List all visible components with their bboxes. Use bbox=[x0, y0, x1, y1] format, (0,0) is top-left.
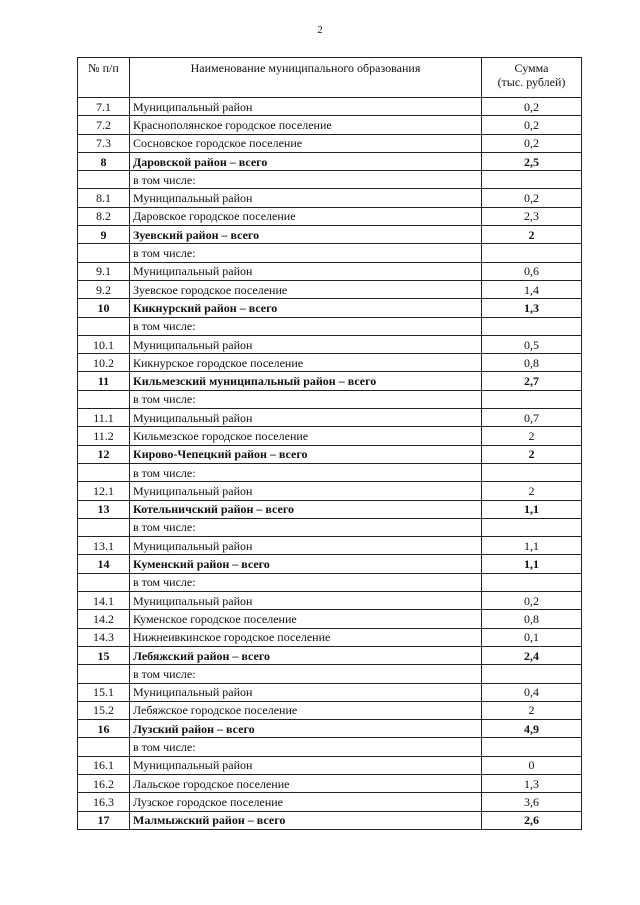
row-number: 14.3 bbox=[78, 628, 130, 646]
row-number: 7.3 bbox=[78, 134, 130, 152]
table-row bbox=[78, 610, 582, 628]
table-row bbox=[78, 390, 582, 408]
row-name: Муниципальный район bbox=[130, 592, 482, 610]
row-sum: 0 bbox=[482, 756, 582, 774]
row-number bbox=[78, 665, 130, 683]
row-sum: 1,3 bbox=[482, 774, 582, 792]
row-name: Куменское городское поселение bbox=[130, 610, 482, 628]
table-row bbox=[78, 720, 582, 738]
row-name: Муниципальный район bbox=[130, 683, 482, 701]
row-name: Муниципальный район bbox=[130, 335, 482, 353]
row-sum: 0,1 bbox=[482, 628, 582, 646]
table-row bbox=[78, 372, 582, 390]
row-number: 7.1 bbox=[78, 98, 130, 116]
row-number: 9 bbox=[78, 226, 130, 244]
row-name: в том числе: bbox=[130, 518, 482, 536]
row-number: 11.1 bbox=[78, 409, 130, 427]
table-row bbox=[78, 500, 582, 518]
table-row bbox=[78, 573, 582, 591]
row-name: Зуевское городское поселение bbox=[130, 280, 482, 298]
row-number: 16 bbox=[78, 720, 130, 738]
row-name: Кильмезское городское поселение bbox=[130, 427, 482, 445]
row-sum: 1,1 bbox=[482, 537, 582, 555]
row-sum: 0,2 bbox=[482, 116, 582, 134]
row-name: Краснополянское городское поселение bbox=[130, 116, 482, 134]
row-number bbox=[78, 738, 130, 756]
row-number: 10.1 bbox=[78, 335, 130, 353]
row-sum: 1,1 bbox=[482, 555, 582, 573]
row-sum bbox=[482, 738, 582, 756]
row-number: 10 bbox=[78, 299, 130, 317]
row-number: 13 bbox=[78, 500, 130, 518]
table-row bbox=[78, 207, 582, 225]
row-number: 7.2 bbox=[78, 116, 130, 134]
row-number bbox=[78, 573, 130, 591]
row-number: 11 bbox=[78, 372, 130, 390]
table-row bbox=[78, 701, 582, 719]
row-number: 8.2 bbox=[78, 207, 130, 225]
row-name: Даровское городское поселение bbox=[130, 207, 482, 225]
table-row bbox=[78, 189, 582, 207]
page-number: 2 bbox=[317, 24, 323, 36]
row-number bbox=[78, 244, 130, 262]
row-name: Муниципальный район bbox=[130, 189, 482, 207]
table-row bbox=[78, 335, 582, 353]
row-name: в том числе: bbox=[130, 738, 482, 756]
row-number bbox=[78, 463, 130, 481]
row-sum bbox=[482, 244, 582, 262]
row-name: в том числе: bbox=[130, 244, 482, 262]
row-number: 9.2 bbox=[78, 280, 130, 298]
row-name: Кильмезский муниципальный район – всего bbox=[130, 372, 482, 390]
row-sum: 0,7 bbox=[482, 409, 582, 427]
row-name: Лузский район – всего bbox=[130, 720, 482, 738]
table-row bbox=[78, 811, 582, 829]
row-number bbox=[78, 171, 130, 189]
row-name: Кикнурское городское поселение bbox=[130, 354, 482, 372]
row-number: 15.2 bbox=[78, 701, 130, 719]
row-sum bbox=[482, 518, 582, 536]
row-number bbox=[78, 518, 130, 536]
row-number: 8 bbox=[78, 152, 130, 170]
row-name: Лальское городское поселение bbox=[130, 774, 482, 792]
row-sum: 0,2 bbox=[482, 98, 582, 116]
row-sum: 4,9 bbox=[482, 720, 582, 738]
row-name: в том числе: bbox=[130, 171, 482, 189]
row-name: Кирово-Чепецкий район – всего bbox=[130, 445, 482, 463]
row-sum: 2 bbox=[482, 427, 582, 445]
row-sum bbox=[482, 463, 582, 481]
table-row bbox=[78, 683, 582, 701]
row-sum: 0,8 bbox=[482, 610, 582, 628]
row-number: 14.2 bbox=[78, 610, 130, 628]
row-name: Муниципальный район bbox=[130, 756, 482, 774]
row-number: 15 bbox=[78, 646, 130, 664]
table-row bbox=[78, 628, 582, 646]
table-row bbox=[78, 226, 582, 244]
row-name: Муниципальный район bbox=[130, 98, 482, 116]
table-row bbox=[78, 646, 582, 664]
row-sum: 3,6 bbox=[482, 793, 582, 811]
table-row bbox=[78, 537, 582, 555]
row-name: Сосновское городское поселение bbox=[130, 134, 482, 152]
table-row bbox=[78, 793, 582, 811]
row-name: Лебяжский район – всего bbox=[130, 646, 482, 664]
row-sum: 0,5 bbox=[482, 335, 582, 353]
row-name: Даровской район – всего bbox=[130, 152, 482, 170]
table-row bbox=[78, 134, 582, 152]
row-name: Нижнеивкинское городское поселение bbox=[130, 628, 482, 646]
table-header-row bbox=[78, 58, 582, 98]
row-sum bbox=[482, 390, 582, 408]
row-name: в том числе: bbox=[130, 573, 482, 591]
row-sum: 0,2 bbox=[482, 134, 582, 152]
row-name: в том числе: bbox=[130, 390, 482, 408]
row-sum: 2,6 bbox=[482, 811, 582, 829]
row-name: Муниципальный район bbox=[130, 262, 482, 280]
row-sum: 0,2 bbox=[482, 592, 582, 610]
table-row bbox=[78, 317, 582, 335]
row-sum: 0,2 bbox=[482, 189, 582, 207]
row-sum: 2 bbox=[482, 701, 582, 719]
row-number: 10.2 bbox=[78, 354, 130, 372]
header-num: № п/п bbox=[78, 58, 130, 98]
row-name: Лузское городское поселение bbox=[130, 793, 482, 811]
row-sum: 0,8 bbox=[482, 354, 582, 372]
table-row bbox=[78, 445, 582, 463]
row-sum: 0,6 bbox=[482, 262, 582, 280]
row-sum: 2,3 bbox=[482, 207, 582, 225]
row-name: Муниципальный район bbox=[130, 482, 482, 500]
table-row bbox=[78, 738, 582, 756]
row-name: Кикнурский район – всего bbox=[130, 299, 482, 317]
row-sum: 1,3 bbox=[482, 299, 582, 317]
header-name: Наименование муниципального образования bbox=[130, 58, 482, 98]
table-row bbox=[78, 116, 582, 134]
table-row bbox=[78, 756, 582, 774]
header-sum-line2: (тыс. рублей) bbox=[497, 75, 566, 89]
row-number: 8.1 bbox=[78, 189, 130, 207]
row-sum bbox=[482, 665, 582, 683]
row-number: 9.1 bbox=[78, 262, 130, 280]
header-sum-line1: Сумма bbox=[514, 61, 549, 75]
row-sum: 2 bbox=[482, 226, 582, 244]
table-row bbox=[78, 244, 582, 262]
row-number: 15.1 bbox=[78, 683, 130, 701]
table-row bbox=[78, 280, 582, 298]
table-row bbox=[78, 463, 582, 481]
row-number: 13.1 bbox=[78, 537, 130, 555]
row-number: 11.2 bbox=[78, 427, 130, 445]
table-row bbox=[78, 427, 582, 445]
row-number bbox=[78, 390, 130, 408]
table-row bbox=[78, 354, 582, 372]
table-row bbox=[78, 299, 582, 317]
table-row bbox=[78, 518, 582, 536]
row-name: в том числе: bbox=[130, 665, 482, 683]
row-number: 12.1 bbox=[78, 482, 130, 500]
allocation-table bbox=[77, 57, 582, 830]
row-number: 12 bbox=[78, 445, 130, 463]
row-name: Зуевский район – всего bbox=[130, 226, 482, 244]
table-row bbox=[78, 665, 582, 683]
table-row bbox=[78, 152, 582, 170]
row-number: 14.1 bbox=[78, 592, 130, 610]
row-sum bbox=[482, 573, 582, 591]
row-sum: 2,4 bbox=[482, 646, 582, 664]
row-number: 16.2 bbox=[78, 774, 130, 792]
row-name: в том числе: bbox=[130, 317, 482, 335]
header-sum bbox=[482, 58, 582, 98]
row-name: в том числе: bbox=[130, 463, 482, 481]
table-row bbox=[78, 482, 582, 500]
table-row bbox=[78, 409, 582, 427]
row-number bbox=[78, 317, 130, 335]
table-row bbox=[78, 555, 582, 573]
row-name: Муниципальный район bbox=[130, 409, 482, 427]
row-sum: 2 bbox=[482, 445, 582, 463]
table-row bbox=[78, 98, 582, 116]
table-row bbox=[78, 592, 582, 610]
row-sum: 2,5 bbox=[482, 152, 582, 170]
row-number: 16.1 bbox=[78, 756, 130, 774]
row-sum bbox=[482, 171, 582, 189]
row-name: Малмыжский район – всего bbox=[130, 811, 482, 829]
row-sum bbox=[482, 317, 582, 335]
table-row bbox=[78, 774, 582, 792]
row-number: 14 bbox=[78, 555, 130, 573]
row-sum: 2,7 bbox=[482, 372, 582, 390]
row-number: 17 bbox=[78, 811, 130, 829]
row-name: Куменский район – всего bbox=[130, 555, 482, 573]
row-number: 16.3 bbox=[78, 793, 130, 811]
row-sum: 1,1 bbox=[482, 500, 582, 518]
row-sum: 2 bbox=[482, 482, 582, 500]
table-row bbox=[78, 262, 582, 280]
row-sum: 1,4 bbox=[482, 280, 582, 298]
row-name: Лебяжское городское поселение bbox=[130, 701, 482, 719]
table-row bbox=[78, 171, 582, 189]
row-sum: 0,4 bbox=[482, 683, 582, 701]
row-name: Муниципальный район bbox=[130, 537, 482, 555]
row-name: Котельничский район – всего bbox=[130, 500, 482, 518]
table-body bbox=[78, 98, 582, 830]
